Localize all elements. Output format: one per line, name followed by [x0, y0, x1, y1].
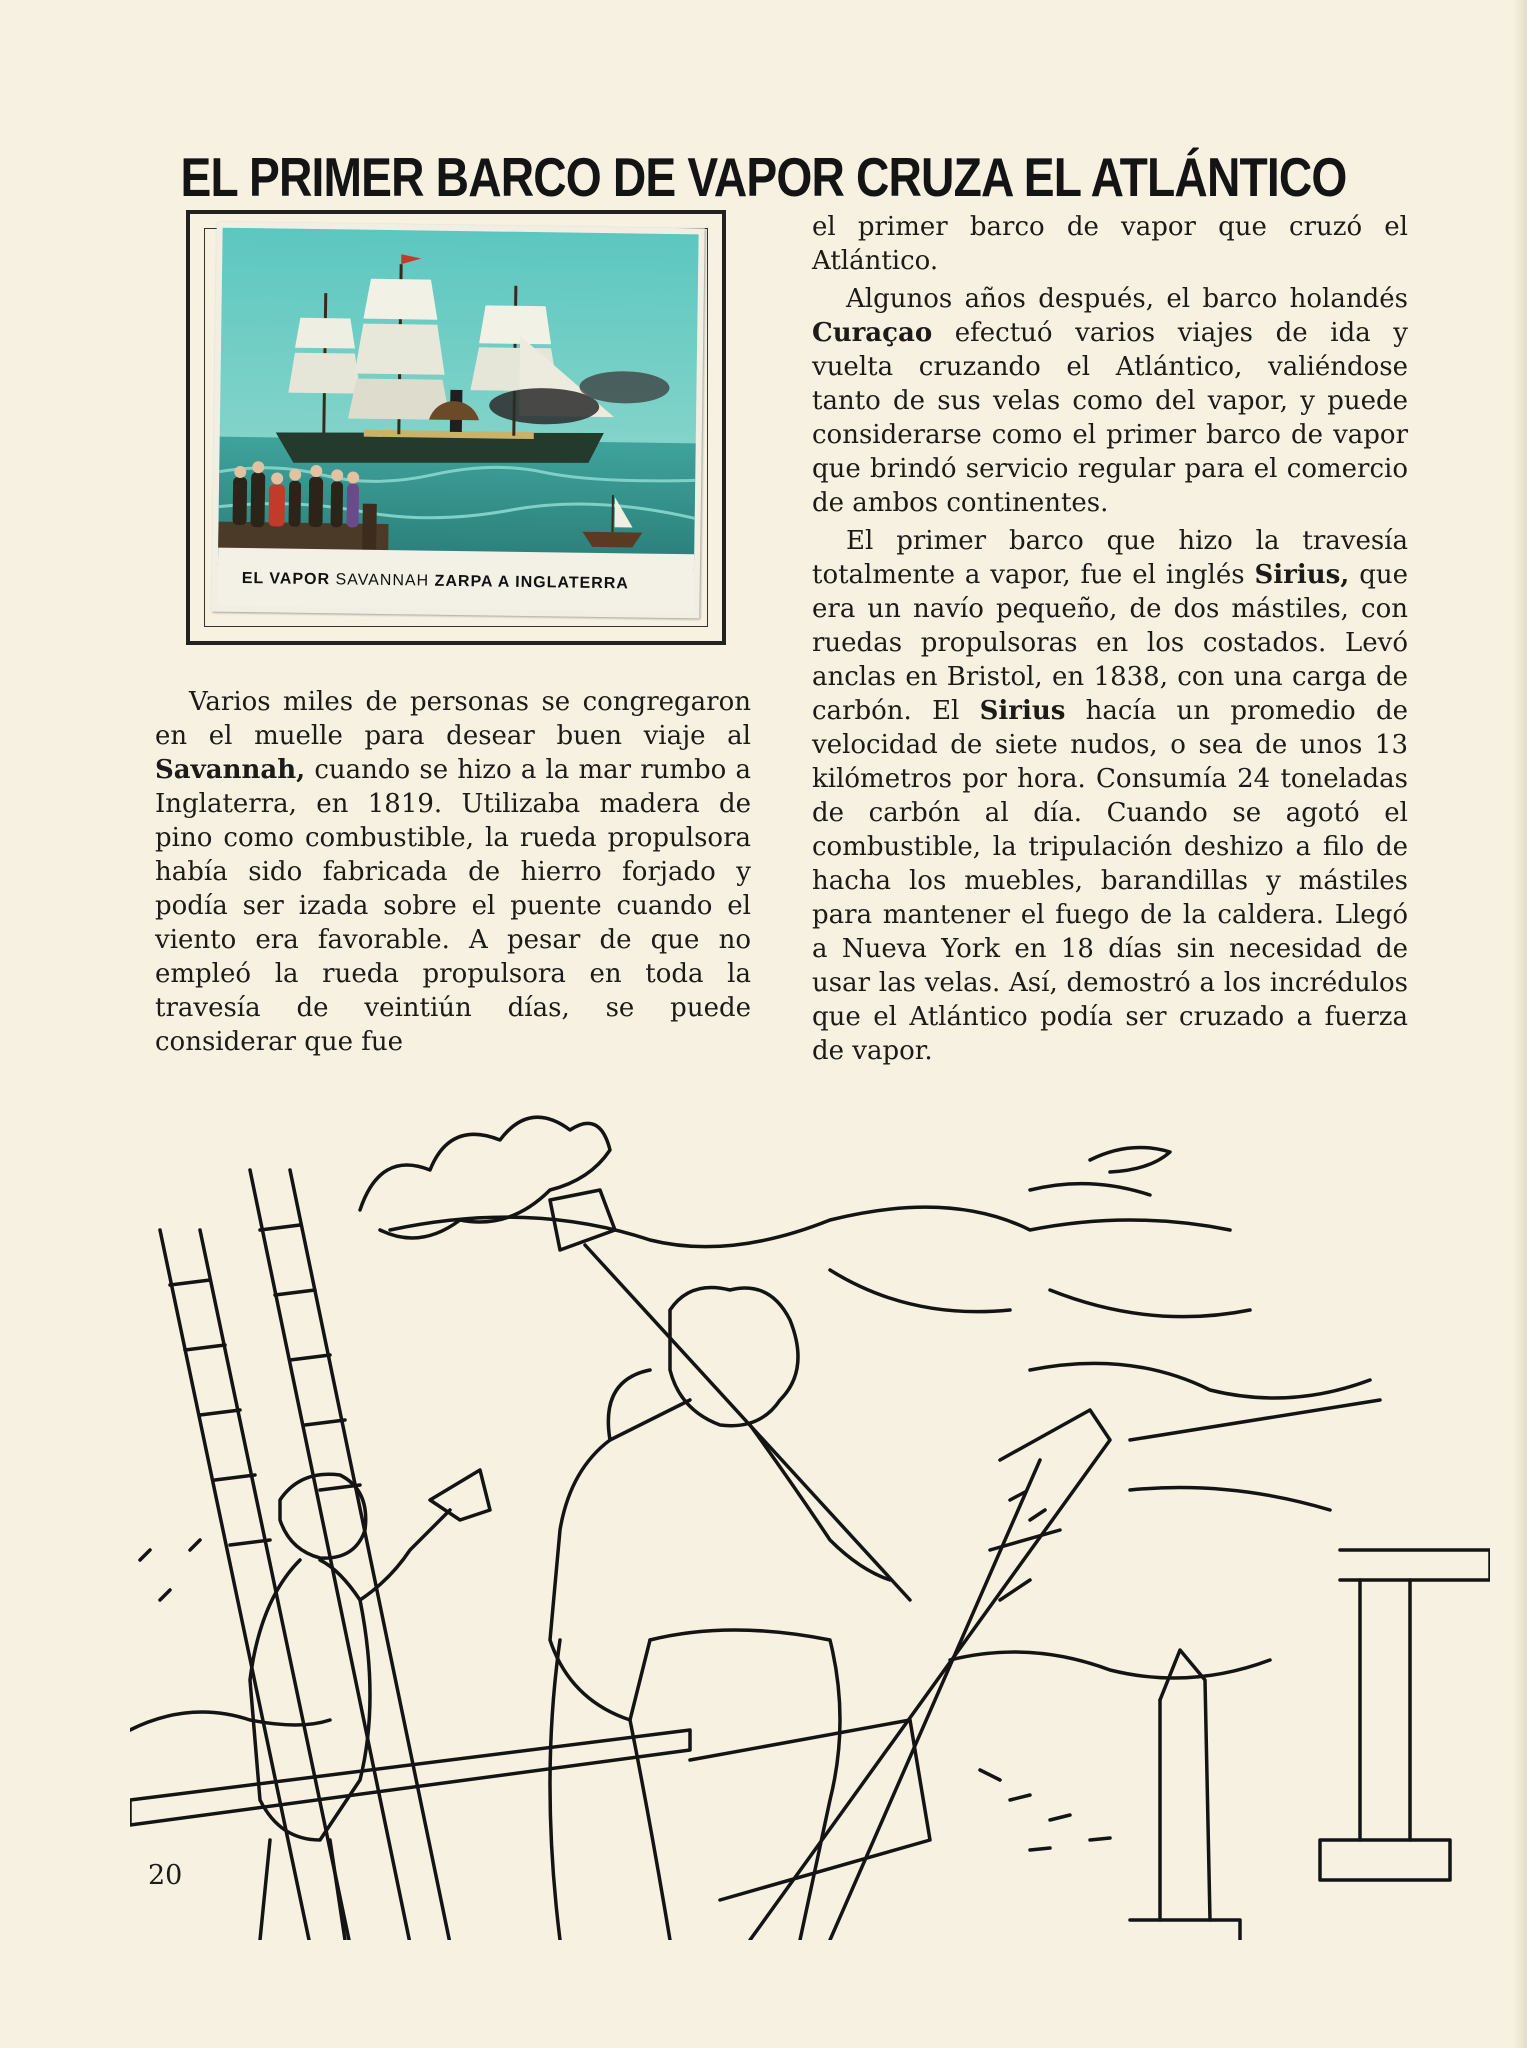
paragraph-curacao: Algunos años después, el barco holandés Curaçao efectuó varios viajes de ida y vuelta cruzando el Atlántico, valiéndose tanto de sus velas como del vapor, y puede considerarse como el primer barco de vapor que brindó servicio regular para el comercio de ambos continentes. — [812, 284, 1408, 518]
savannah-stamp-image — [211, 222, 704, 619]
stamp-caption: EL VAPOR SAVANNAH ZARPA A INGLATERRA — [241, 569, 630, 593]
paragraph-sirius: El primer barco que hizo la travesía totalmente a vapor, fue el inglés Sirius, que era un navío pequeño, de dos mástiles, con ruedas propulsoras en los costados. Levó anclas en Bristol, en 1838, con una carga de carbón. El Sirius hacía un promedio de velocidad de siete nudos, o sea de unos 13 kilómetros por hora. Consumía 24 toneladas de carbón al día. Cuando se agotó el combustible, la tripulación deshizo a filo de hacha los muebles, barandillas y mástiles para mantener el fuego de la caldera. Llegó a Nueva York en 18 días sin necesidad de usar las velas. Así, demostró a los incrédulos que el Atlántico podía ser cruzado a fuerza de vapor. — [812, 526, 1408, 1066]
paragraph-continuation: el primer barco de vapor que cruzó el Atlántico. — [812, 212, 1408, 276]
left-column-text — [155, 685, 751, 1059]
paragraph-savannah: Varios miles de personas se congregaron en el muelle para desear buen viaje al Savannah, cuando se hizo a la mar rumbo a Inglaterra, en 1819. Utilizaba madera de pino como combustible, la rueda propulsora había sido fabricada de hierro forjado y podía ser izada sobre el puente cuando el viento era favorable. A pesar de que no empleó la rueda propulsora en toda la travesía de veintiún días, se puede considerar que fue — [155, 687, 751, 1057]
page-title: EL PRIMER BARCO DE VAPOR CRUZA EL ATLÁNTICO — [180, 145, 1347, 208]
savannah-ship-painting — [211, 222, 704, 619]
right-column-text — [812, 210, 1408, 1068]
page-edge — [1513, 0, 1527, 2048]
sailors-chopping-illustration — [130, 1080, 1490, 1940]
page-number: 20 — [148, 1860, 183, 1891]
